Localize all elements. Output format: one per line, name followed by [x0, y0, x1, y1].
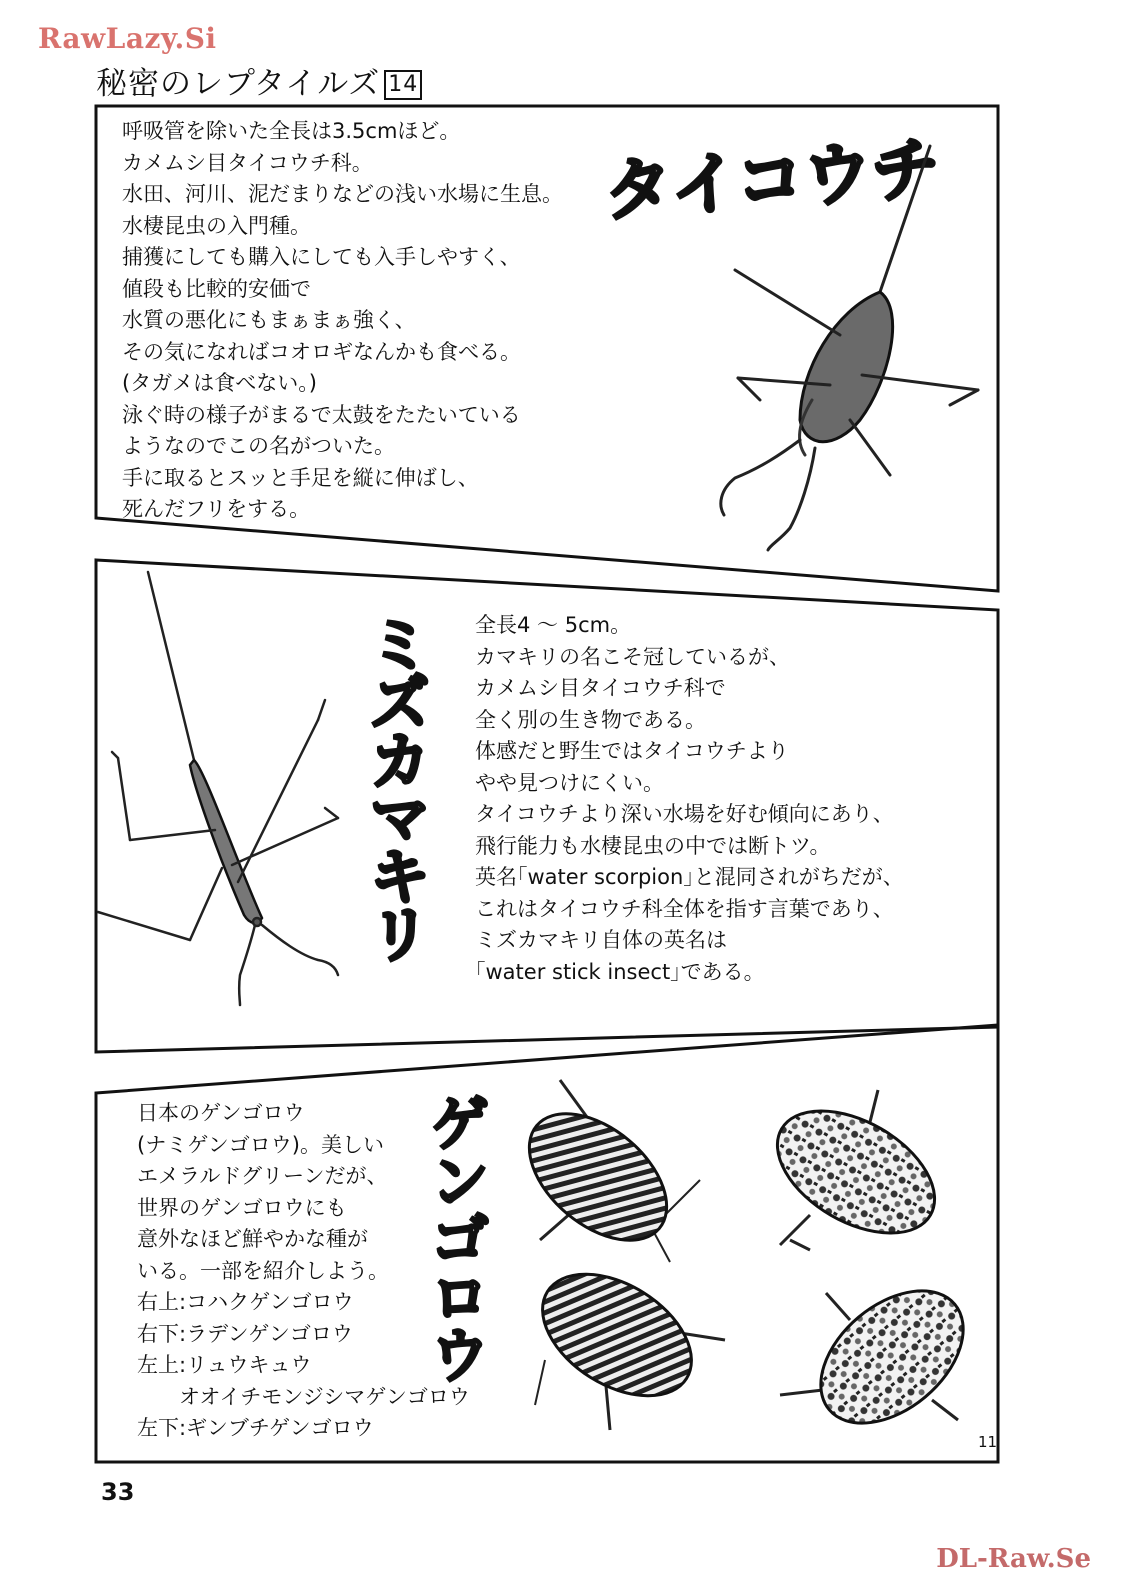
beetle-bottom-right — [780, 1264, 988, 1449]
gengorou-heading: ゲンゴロウ — [420, 1092, 490, 1382]
water-stick-insect-illustration — [98, 572, 338, 1005]
taikouchi-description: 呼吸管を除いた全長は3.5cmほど。 カメムシ目タイコウチ科。 水田、河川、泥だまりなどの浅い水場に生息。 水棲昆虫の入門種。 捕獲にしても購入にしても入手しやすく、 値段も比較的安価で 水質の悪化にもまぁまぁ強く、 その気になればコオロギなんかも食べる。 (タガメは食べない。) 泳ぐ時の様子がまるで太鼓をたたいている ようなのでこの名がついた。 手に取るとスッと手足を縦に伸ばし、 死んだフリをする。 — [122, 119, 563, 521]
page-number: 33 — [101, 1478, 135, 1506]
watermark-top: RawLazy.Si — [38, 22, 217, 55]
panel-index: 11 — [978, 1433, 998, 1451]
beetle-top-left — [506, 1080, 700, 1265]
series-title: 秘密のレプタイルズ — [96, 66, 381, 102]
watermark-bottom: DL-Raw.Se — [936, 1544, 1091, 1574]
gengorou-description: 日本のゲンゴロウ (ナミゲンゴロウ)。美しい エメラルドグリーンだが、 世界のゲンゴロウにも 意外なほど鮮やかな種が いる。一部を紹介しよう。 右上:コハクゲンゴロウ 右下:ラデンゲンゴロウ 左上:リュウキュウ オオイチモンジシマゲンゴロウ 左下:ギンブチゲンゴロウ — [137, 1101, 470, 1440]
taikouchi-heading: タイコウチ — [601, 129, 943, 232]
beetle-bottom-left — [521, 1249, 725, 1430]
volume-number: 14 — [384, 70, 422, 100]
mizukamakiri-description: 全長4 ～ 5cm。 カマキリの名こそ冠しているが、 カメムシ目タイコウチ科で 全く別の生き物である。 体感だと野生ではタイコウチより やや見つけにくい。 タイコウチより深い水場を好む傾向にあり、 飛行能力も水棲昆虫の中では断トツ。 英名｢water scorpion｣と混同されがちだが、 これはタイコウチ科全体を指す言葉であり、 ミズカマキリ自体の英名は ｢water stick insect｣である。 — [475, 613, 904, 984]
mizukamakiri-heading: ミズカマキリ — [358, 612, 432, 960]
beetle-top-right — [757, 1086, 956, 1259]
